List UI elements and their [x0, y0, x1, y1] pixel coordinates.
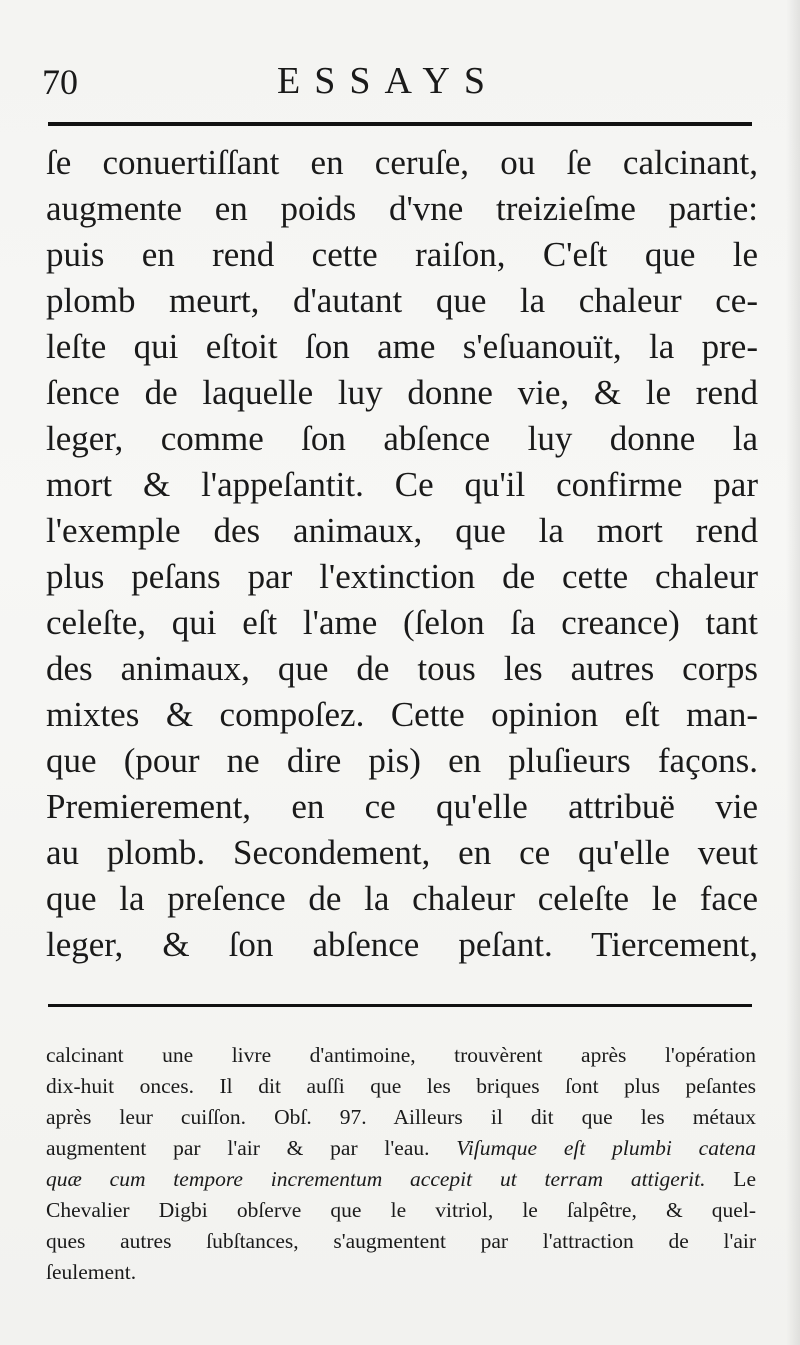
body-line: puis en rend cette raiſon, C'eſt que le — [46, 235, 758, 274]
body-line: celeſte, qui eſt l'ame (ſelon ſa creance) tant — [46, 603, 758, 642]
body-line: plomb meurt, d'autant que la chaleur ce- — [46, 281, 758, 320]
body-line: leſte qui eſtoit ſon ame s'eſuanouït, la pre- — [46, 327, 758, 366]
body-line: ſe conuertiſſant en ceruſe, ou ſe calcinant, — [46, 143, 758, 182]
page-header — [42, 52, 754, 112]
body-line: augmente en poids d'vne treizieſme partie: — [46, 189, 758, 228]
body-line: des animaux, que de tous les autres corps — [46, 649, 758, 688]
body-line: que (pour ne dire pis) en pluſieurs façons. — [46, 741, 758, 780]
body-line: mixtes & compoſez. Cette opinion eſt man- — [46, 695, 758, 734]
footnote-line: calcinant une livre d'antimoine, trouvèrent après l'opération — [46, 1043, 756, 1067]
footnote-line: après leur cuiſſon. Obſ. 97. Ailleurs il dit que les métaux — [46, 1105, 756, 1129]
body-line: Premierement, en ce qu'elle attribuë vie — [46, 787, 758, 826]
footnote-line — [46, 1164, 756, 1195]
body-line: au plomb. Secondement, en ce qu'elle veut — [46, 833, 758, 872]
body-line: ſence de laquelle luy donne vie, & le rend — [46, 373, 758, 412]
footnote-text: Le — [705, 1167, 756, 1191]
body-line: que la preſence de la chaleur celeſte le face — [46, 879, 758, 918]
footnote-text: augmentent par l'air & par l'eau. — [46, 1136, 457, 1160]
page-number: 70 — [42, 62, 78, 102]
body-line: leger, & ſon abſence peſant. Tiercement, — [46, 925, 758, 964]
footnote — [46, 1040, 756, 1288]
footnote-line — [46, 1133, 756, 1164]
body-line: plus peſans par l'extinction de cette chaleur — [46, 557, 758, 596]
body-text — [46, 140, 758, 968]
footnote-line: dix-huit onces. Il dit auſſi que les briques ſont plus peſantes — [46, 1074, 756, 1098]
footnote-line: Chevalier Digbi obſerve que le vitriol, le ſalpêtre, & quel- — [46, 1198, 756, 1222]
body-line: mort & l'appeſantit. Ce qu'il confirme par — [46, 465, 758, 504]
body-line: l'exemple des animaux, que la mort rend — [46, 511, 758, 550]
footnote-rule — [48, 1004, 752, 1007]
latin-quotation: quæ cum tempore incrementum accepit ut terram attigerit. — [46, 1167, 706, 1191]
body-line: leger, comme ſon abſence luy donne la — [46, 419, 758, 458]
header-rule — [48, 122, 752, 126]
running-title: ESSAYS — [277, 60, 500, 102]
latin-quotation: Viſumque eſt plumbi catena — [456, 1136, 756, 1160]
footnote-line: ſeulement. — [46, 1260, 137, 1284]
footnote-line: ques autres ſubſtances, s'augmentent par l'attraction de l'air — [46, 1229, 756, 1253]
